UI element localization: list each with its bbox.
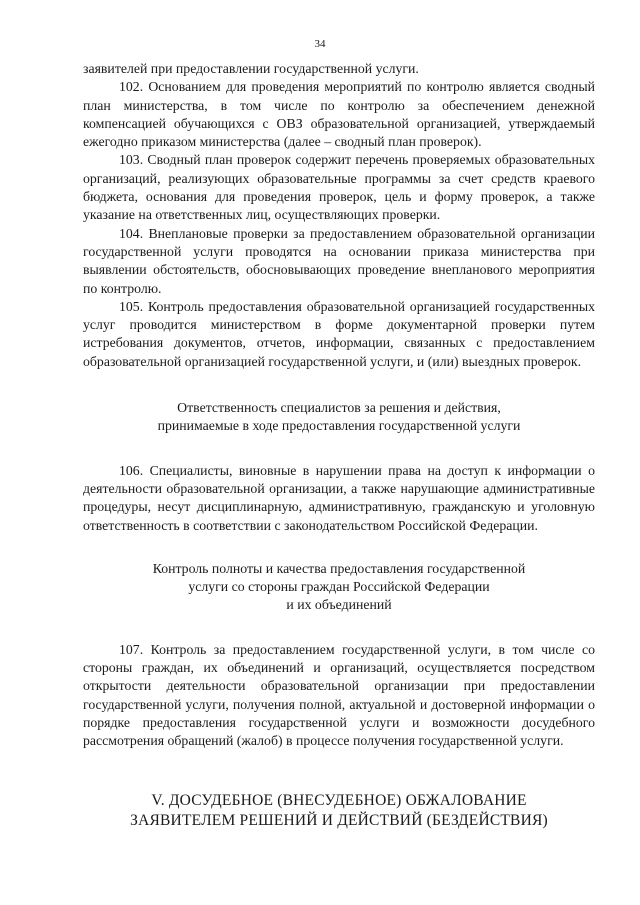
heading-control-line-1: Контроль полноты и качества предоставления государственной [152,560,526,576]
paragraph-105: 105. Контроль предоставления образовательной организацией государственных услуг проводится министерством в форме документарной проверки путем истребования документов, отчетов, информации, связанных с предоставлением образовательной организацией государственной услуги, и (или) выездных проверок. [83,298,595,369]
heading-responsibility-line-2: принимаемые в ходе предоставления государственной услуги [157,418,521,434]
page-number: 34 [314,38,326,50]
paragraph-continuation: заявителей при предоставлении государственной услуги. [83,61,419,76]
heading-responsibility-line-1: Ответственность специалистов за решения и действия, [177,400,501,416]
heading-control-line-2: услуги со стороны граждан Российской Федерации [188,579,490,595]
paragraph-106: 106. Специалисты, виновные в нарушении права на доступ к информации о деятельности образовательной организации, а также нарушающие административные процедуры, несут дисциплинарную, административную, гражданскую и уголовную ответственность в соответствии с законодательством Российской Федерации. [83,462,595,533]
section-v-title-line-1: V. ДОСУДЕБНОЕ (ВНЕСУДЕБНОЕ) ОБЖАЛОВАНИЕ [151,791,527,809]
heading-control-line-3: и их объединений [286,597,392,613]
paragraph-103: 103. Сводный план проверок содержит перечень проверяемых образовательных организаций, реализующих образовательные программы за счет средств краевого бюджета, основания для проведения проверок, цель и форму проверок, а также указание на ответственных лиц, осуществляющих проверки. [83,152,595,223]
paragraph-102: 102. Основанием для проведения мероприятий по контролю является сводный план министерства, в том числе по контролю за обеспечением денежной компенсацией обучающихся с ОВЗ образовательной организацией, утверждаемый ежегодно приказом министерства (далее – сводный план проверок). [83,79,595,150]
section-v-title [83,791,595,831]
paragraph-104: 104. Внеплановые проверки за предоставлением образовательной организации государственной услуги проводятся на основании приказа министерства при выявлении обстоятельств, обосновывающих проведение внепланового мероприятия по контролю. [83,225,595,296]
section-v-title-line-2: ЗАЯВИТЕЛЕМ РЕШЕНИЙ И ДЕЙСТВИЙ (БЕЗДЕЙСТВИЯ) [130,811,548,829]
heading-control [83,560,595,615]
paragraph-107: 107. Контроль за предоставлением государственной услуги, в том числе со стороны граждан, их объединений и организаций, осуществляется посредством открытости деятельности образовательной организации при предоставлении государственной услуги, получения полной, актуальной и достоверной информации о порядке предоставления государственной услуги и возможности досудебного рассмотрения обращений (жалоб) в процессе получения государственной услуги. [83,641,595,749]
document-body [83,60,595,831]
heading-responsibility [83,399,595,436]
